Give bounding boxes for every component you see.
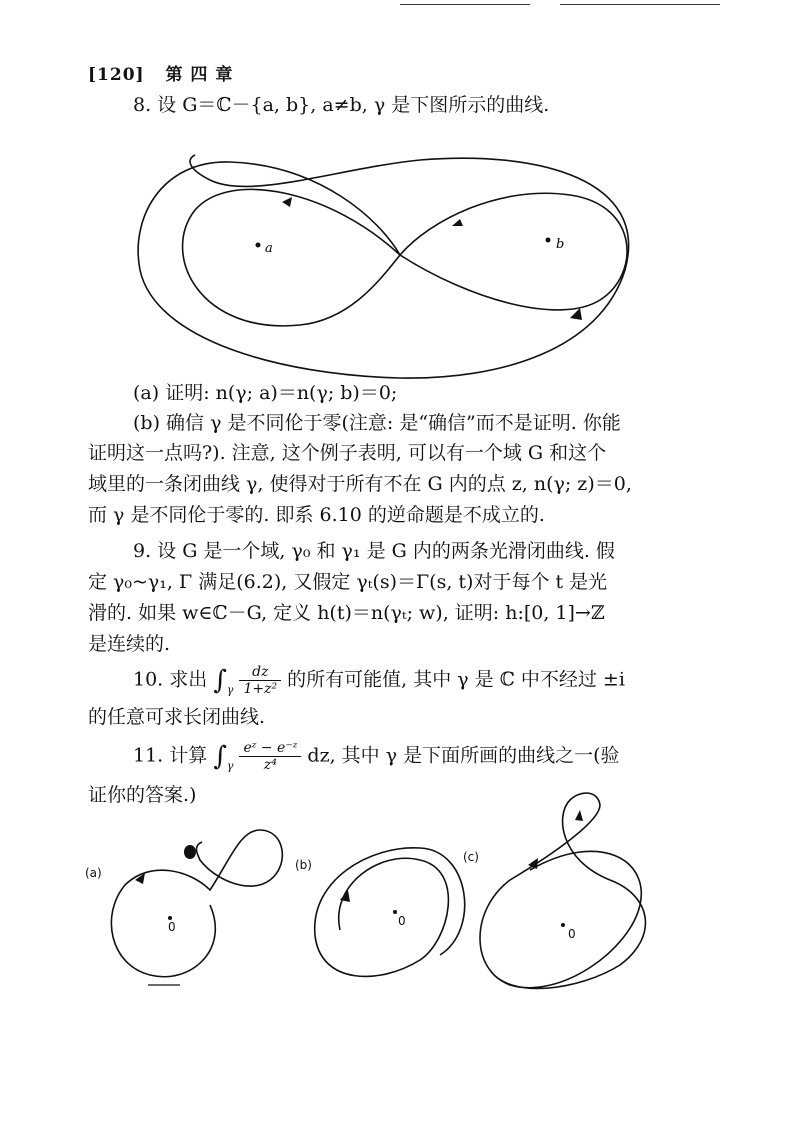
figure-label-c: (c) (463, 850, 479, 864)
outer-loop-curve (138, 155, 628, 378)
arrow-b (340, 890, 350, 902)
point-a-label: a (265, 241, 273, 256)
page-marker: [120] (88, 65, 145, 85)
fraction-10 (239, 664, 281, 697)
arrow-top-2 (452, 219, 463, 226)
fraction-10-num: dz (239, 664, 281, 681)
origin-b-dot (393, 910, 397, 914)
problem-8b-line3: 域里的一条闭曲线 γ, 使得对于所有不在 G 内的点 z, n(γ; z)＝0, (88, 473, 632, 495)
problem-11-post: dz, 其中 γ 是下面所画的曲线之一(验 (307, 744, 620, 767)
problem-11-pre: 11. 计算 (133, 744, 208, 767)
figure-label-b: (b) (295, 858, 312, 872)
problem-8-intro: 8. 设 G＝ℂ－{a, b}, a≠b, γ 是下图所示的曲线. (133, 94, 550, 116)
arrow-c-2 (575, 810, 583, 821)
problem-9-line2: 定 γ₀~γ₁, Γ 满足(6.2), 又假定 γₜ(s)＝Γ(s, t)对于每个 t 是光 (88, 571, 608, 593)
origin-c-dot (561, 923, 565, 927)
problem-10-line2: 的任意可求长闭曲线. (88, 706, 266, 728)
fraction-10-den: 1+z² (243, 681, 278, 697)
integral-sub-10: γ (226, 683, 234, 697)
curve-a (111, 830, 282, 977)
fraction-11-den: z⁴ (263, 757, 277, 773)
integral-sign-11: ∫ (213, 741, 227, 772)
point-a-dot (256, 243, 261, 248)
problem-8b-line4: 而 γ 是不同伦于零的. 即系 6.10 的逆命题是不成立的. (88, 504, 545, 526)
problem-11-line1 (133, 740, 620, 782)
curve-b-outer (315, 848, 465, 977)
origin-b-label: 0 (398, 914, 406, 928)
problem-10-line1 (133, 664, 625, 706)
point-b-label: b (556, 237, 565, 252)
integral-sub-11: γ (226, 759, 234, 773)
point-b-dot (546, 238, 551, 243)
fraction-11-num: eᶻ − e⁻ᶻ (239, 740, 301, 757)
figure-label-a: (a) (85, 866, 102, 880)
origin-c-label: 0 (568, 927, 576, 941)
problem-8b-line2: 证明这一点吗?). 注意, 这个例子表明, 可以有一个域 G 和这个 (88, 442, 607, 464)
problem-9-line4: 是连续的. (88, 633, 171, 655)
integral-sign-10: ∫ (213, 665, 227, 696)
arrow-top-1 (282, 197, 292, 207)
figure-eight-curve (183, 189, 627, 325)
problem-8b-line1: (b) 确信 γ 是不同伦于零(注意: 是“确信”而不是证明. 你能 (133, 412, 621, 434)
problem-10-pre: 10. 求出 (133, 668, 208, 691)
problem-9-line3: 滑的. 如果 w∈ℂ－G, 定义 h(t)＝n(γₜ; w), 证明: h:[0, 1]→ℤ (88, 602, 605, 624)
fraction-11 (239, 740, 301, 773)
ink-blob (184, 845, 196, 859)
chapter-title: 第 四 章 (165, 65, 234, 85)
problem-10-post: 的所有可能值, 其中 γ 是 ℂ 中不经过 ±i (287, 668, 625, 691)
problem-9-line1: 9. 设 G 是一个域, γ₀ 和 γ₁ 是 G 内的两条光滑闭曲线. 假 (133, 540, 615, 562)
curve-c (480, 793, 645, 988)
origin-a-label: 0 (168, 920, 176, 934)
problem-8a: (a) 证明: n(γ; a)＝n(γ; b)＝0; (133, 382, 398, 404)
problem-11-line2: 证你的答案.) (88, 784, 197, 806)
